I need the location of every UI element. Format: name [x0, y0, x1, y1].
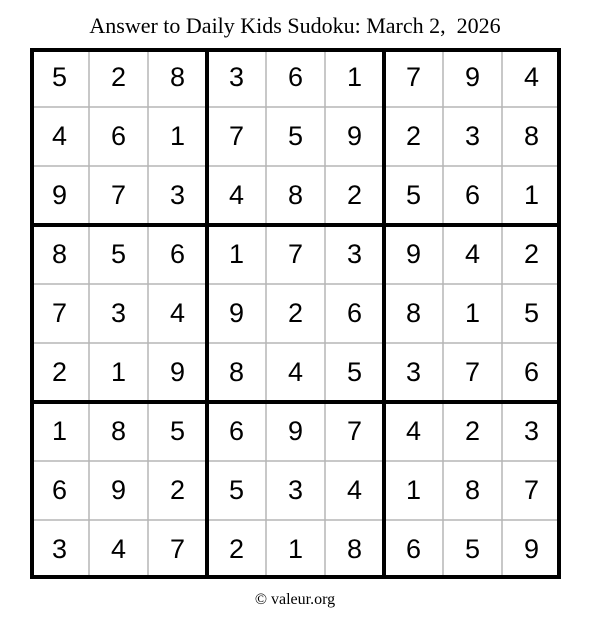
- sudoku-cell-r3c8: 6: [464, 180, 481, 210]
- sudoku-cell-r9c6: 8: [346, 534, 363, 564]
- sudoku-cell-r6c6: 5: [346, 357, 363, 387]
- sudoku-cell-r5c6: 6: [346, 298, 363, 328]
- sudoku-cell-r7c5: 9: [287, 416, 304, 446]
- sudoku-cell-r3c2: 7: [110, 180, 127, 210]
- sudoku-cell-r2c3: 1: [169, 121, 186, 151]
- sudoku-cell-r4c2: 5: [110, 239, 127, 269]
- sudoku-cell-r9c1: 3: [51, 534, 68, 564]
- sudoku-cell-r1c7: 7: [405, 62, 422, 92]
- sudoku-cell-r6c2: 1: [110, 357, 127, 387]
- sudoku-cell-r3c1: 9: [51, 180, 68, 210]
- sudoku-cell-r8c8: 8: [464, 475, 481, 505]
- sudoku-cell-r1c9: 4: [523, 62, 540, 92]
- sudoku-cell-r5c4: 9: [228, 298, 245, 328]
- sudoku-cell-r8c5: 3: [287, 475, 304, 505]
- sudoku-board: [30, 48, 561, 579]
- sudoku-cell-r1c3: 8: [169, 62, 186, 92]
- sudoku-cell-r5c2: 3: [110, 298, 127, 328]
- sudoku-cell-r5c5: 2: [287, 298, 304, 328]
- sudoku-cell-r6c1: 2: [51, 357, 68, 387]
- sudoku-cell-r2c9: 8: [523, 121, 540, 151]
- sudoku-cell-r2c4: 7: [228, 121, 245, 151]
- sudoku-cell-r3c3: 3: [169, 180, 186, 210]
- sudoku-cell-r3c7: 5: [405, 180, 422, 210]
- sudoku-cell-r1c4: 3: [228, 62, 245, 92]
- sudoku-cell-r7c7: 4: [405, 416, 422, 446]
- sudoku-cell-r7c8: 2: [464, 416, 481, 446]
- sudoku-cell-r8c2: 9: [110, 475, 127, 505]
- sudoku-cell-r3c5: 8: [287, 180, 304, 210]
- sudoku-cell-r3c9: 1: [523, 180, 540, 210]
- sudoku-cell-r4c9: 2: [523, 239, 540, 269]
- sudoku-cell-r7c3: 5: [169, 416, 186, 446]
- sudoku-cell-r2c8: 3: [464, 121, 481, 151]
- sudoku-cell-r4c1: 8: [51, 239, 68, 269]
- sudoku-cell-r9c7: 6: [405, 534, 422, 564]
- sudoku-cell-r2c6: 9: [346, 121, 363, 151]
- sudoku-cell-r5c3: 4: [169, 298, 186, 328]
- sudoku-cell-r3c6: 2: [346, 180, 363, 210]
- sudoku-cell-r8c1: 6: [51, 475, 68, 505]
- sudoku-cell-r7c6: 7: [346, 416, 363, 446]
- sudoku-cell-r8c4: 5: [228, 475, 245, 505]
- sudoku-cell-r4c4: 1: [228, 239, 245, 269]
- sudoku-cell-r8c3: 2: [169, 475, 186, 505]
- sudoku-cell-r6c9: 6: [523, 357, 540, 387]
- sudoku-cell-r2c2: 6: [110, 121, 127, 151]
- sudoku-cell-r5c7: 8: [405, 298, 422, 328]
- sudoku-cell-r9c2: 4: [110, 534, 127, 564]
- sudoku-cell-r2c7: 2: [405, 121, 422, 151]
- sudoku-cell-r4c3: 6: [169, 239, 186, 269]
- sudoku-cell-r6c5: 4: [287, 357, 304, 387]
- sudoku-cell-r6c8: 7: [464, 357, 481, 387]
- sudoku-cell-r4c8: 4: [464, 239, 481, 269]
- sudoku-cell-r4c5: 7: [287, 239, 304, 269]
- sudoku-cell-r1c5: 6: [287, 62, 304, 92]
- copyright-footer: © valeur.org: [254, 591, 336, 608]
- sudoku-cell-r2c1: 4: [51, 121, 68, 151]
- sudoku-cell-r8c6: 4: [346, 475, 363, 505]
- sudoku-cell-r7c9: 3: [523, 416, 540, 446]
- sudoku-cell-r5c1: 7: [51, 298, 68, 328]
- sudoku-cell-r9c9: 9: [523, 534, 540, 564]
- sudoku-cell-r8c7: 1: [405, 475, 422, 505]
- sudoku-cell-r7c4: 6: [228, 416, 245, 446]
- sudoku-cell-r9c4: 2: [228, 534, 245, 564]
- sudoku-cell-r8c9: 7: [523, 475, 540, 505]
- sudoku-cell-r9c3: 7: [169, 534, 186, 564]
- sudoku-cell-r6c7: 3: [405, 357, 422, 387]
- sudoku-cell-r7c2: 8: [110, 416, 127, 446]
- sudoku-cell-r1c1: 5: [51, 62, 68, 92]
- sudoku-cell-r2c5: 5: [287, 121, 304, 151]
- sudoku-cell-r4c7: 9: [405, 239, 422, 269]
- sudoku-cell-r5c9: 5: [523, 298, 540, 328]
- sudoku-cell-r6c3: 9: [169, 357, 186, 387]
- sudoku-cell-r6c4: 8: [228, 357, 245, 387]
- sudoku-cell-r5c8: 1: [464, 298, 481, 328]
- sudoku-cell-r1c8: 9: [464, 62, 481, 92]
- sudoku-cell-r7c1: 1: [51, 416, 68, 446]
- page-title: Answer to Daily Kids Sudoku: March 2, 2026: [89, 13, 501, 38]
- sudoku-cell-r1c2: 2: [110, 62, 127, 92]
- sudoku-cell-r9c8: 5: [464, 534, 481, 564]
- sudoku-cell-r9c5: 1: [287, 534, 304, 564]
- sudoku-cell-r3c4: 4: [228, 180, 245, 210]
- sudoku-cell-r4c6: 3: [346, 239, 363, 269]
- sudoku-cell-r1c6: 1: [346, 62, 363, 92]
